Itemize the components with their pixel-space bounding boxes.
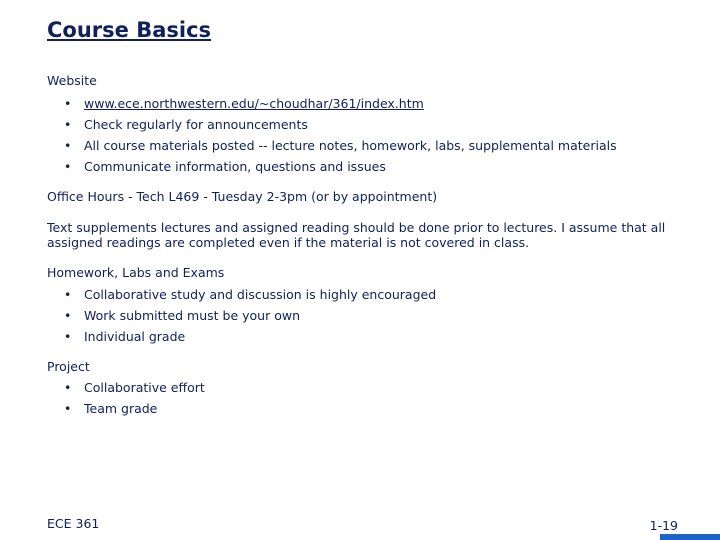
bullet-icon: • <box>64 96 72 111</box>
project-item-text: Collaborative effort <box>84 380 205 395</box>
bullet-icon: • <box>64 117 72 132</box>
text-paragraph: Text supplements lectures and assigned reading should be done prior to lectures. I assume that all assigned readings are completed even if the material is not covered in class. <box>47 220 666 250</box>
corner-accent-bar <box>660 534 720 540</box>
slide-number: 1-19 <box>649 518 678 533</box>
homework-item-text: Work submitted must be your own <box>84 308 301 323</box>
project-heading: Project <box>47 359 90 374</box>
bullet-icon: • <box>64 380 72 395</box>
bullet-icon: • <box>64 401 72 416</box>
project-item-text: Team grade <box>84 401 158 416</box>
website-item-text: Check regularly for announcements <box>84 117 308 132</box>
slide-title: Course Basics <box>47 18 212 42</box>
website-link[interactable]: www.ece.northwestern.edu/~choudhar/361/index.htm <box>84 96 424 111</box>
office-hours-text: Office Hours - Tech L469 - Tuesday 2-3pm (or by appointment) <box>47 189 438 204</box>
bullet-icon: • <box>64 138 72 153</box>
website-heading: Website <box>47 73 97 88</box>
bullet-icon: • <box>64 159 72 174</box>
bullet-icon: • <box>64 308 72 323</box>
website-item-text: Communicate information, questions and issues <box>84 159 386 174</box>
homework-item-text: Collaborative study and discussion is highly encouraged <box>84 287 437 302</box>
bullet-icon: • <box>64 329 72 344</box>
website-item-text: All course materials posted -- lecture notes, homework, labs, supplemental materials <box>84 138 617 153</box>
footer-course: ECE 361 <box>47 516 100 531</box>
bullet-icon: • <box>64 287 72 302</box>
homework-heading: Homework, Labs and Exams <box>47 265 225 280</box>
homework-item-text: Individual grade <box>84 329 186 344</box>
